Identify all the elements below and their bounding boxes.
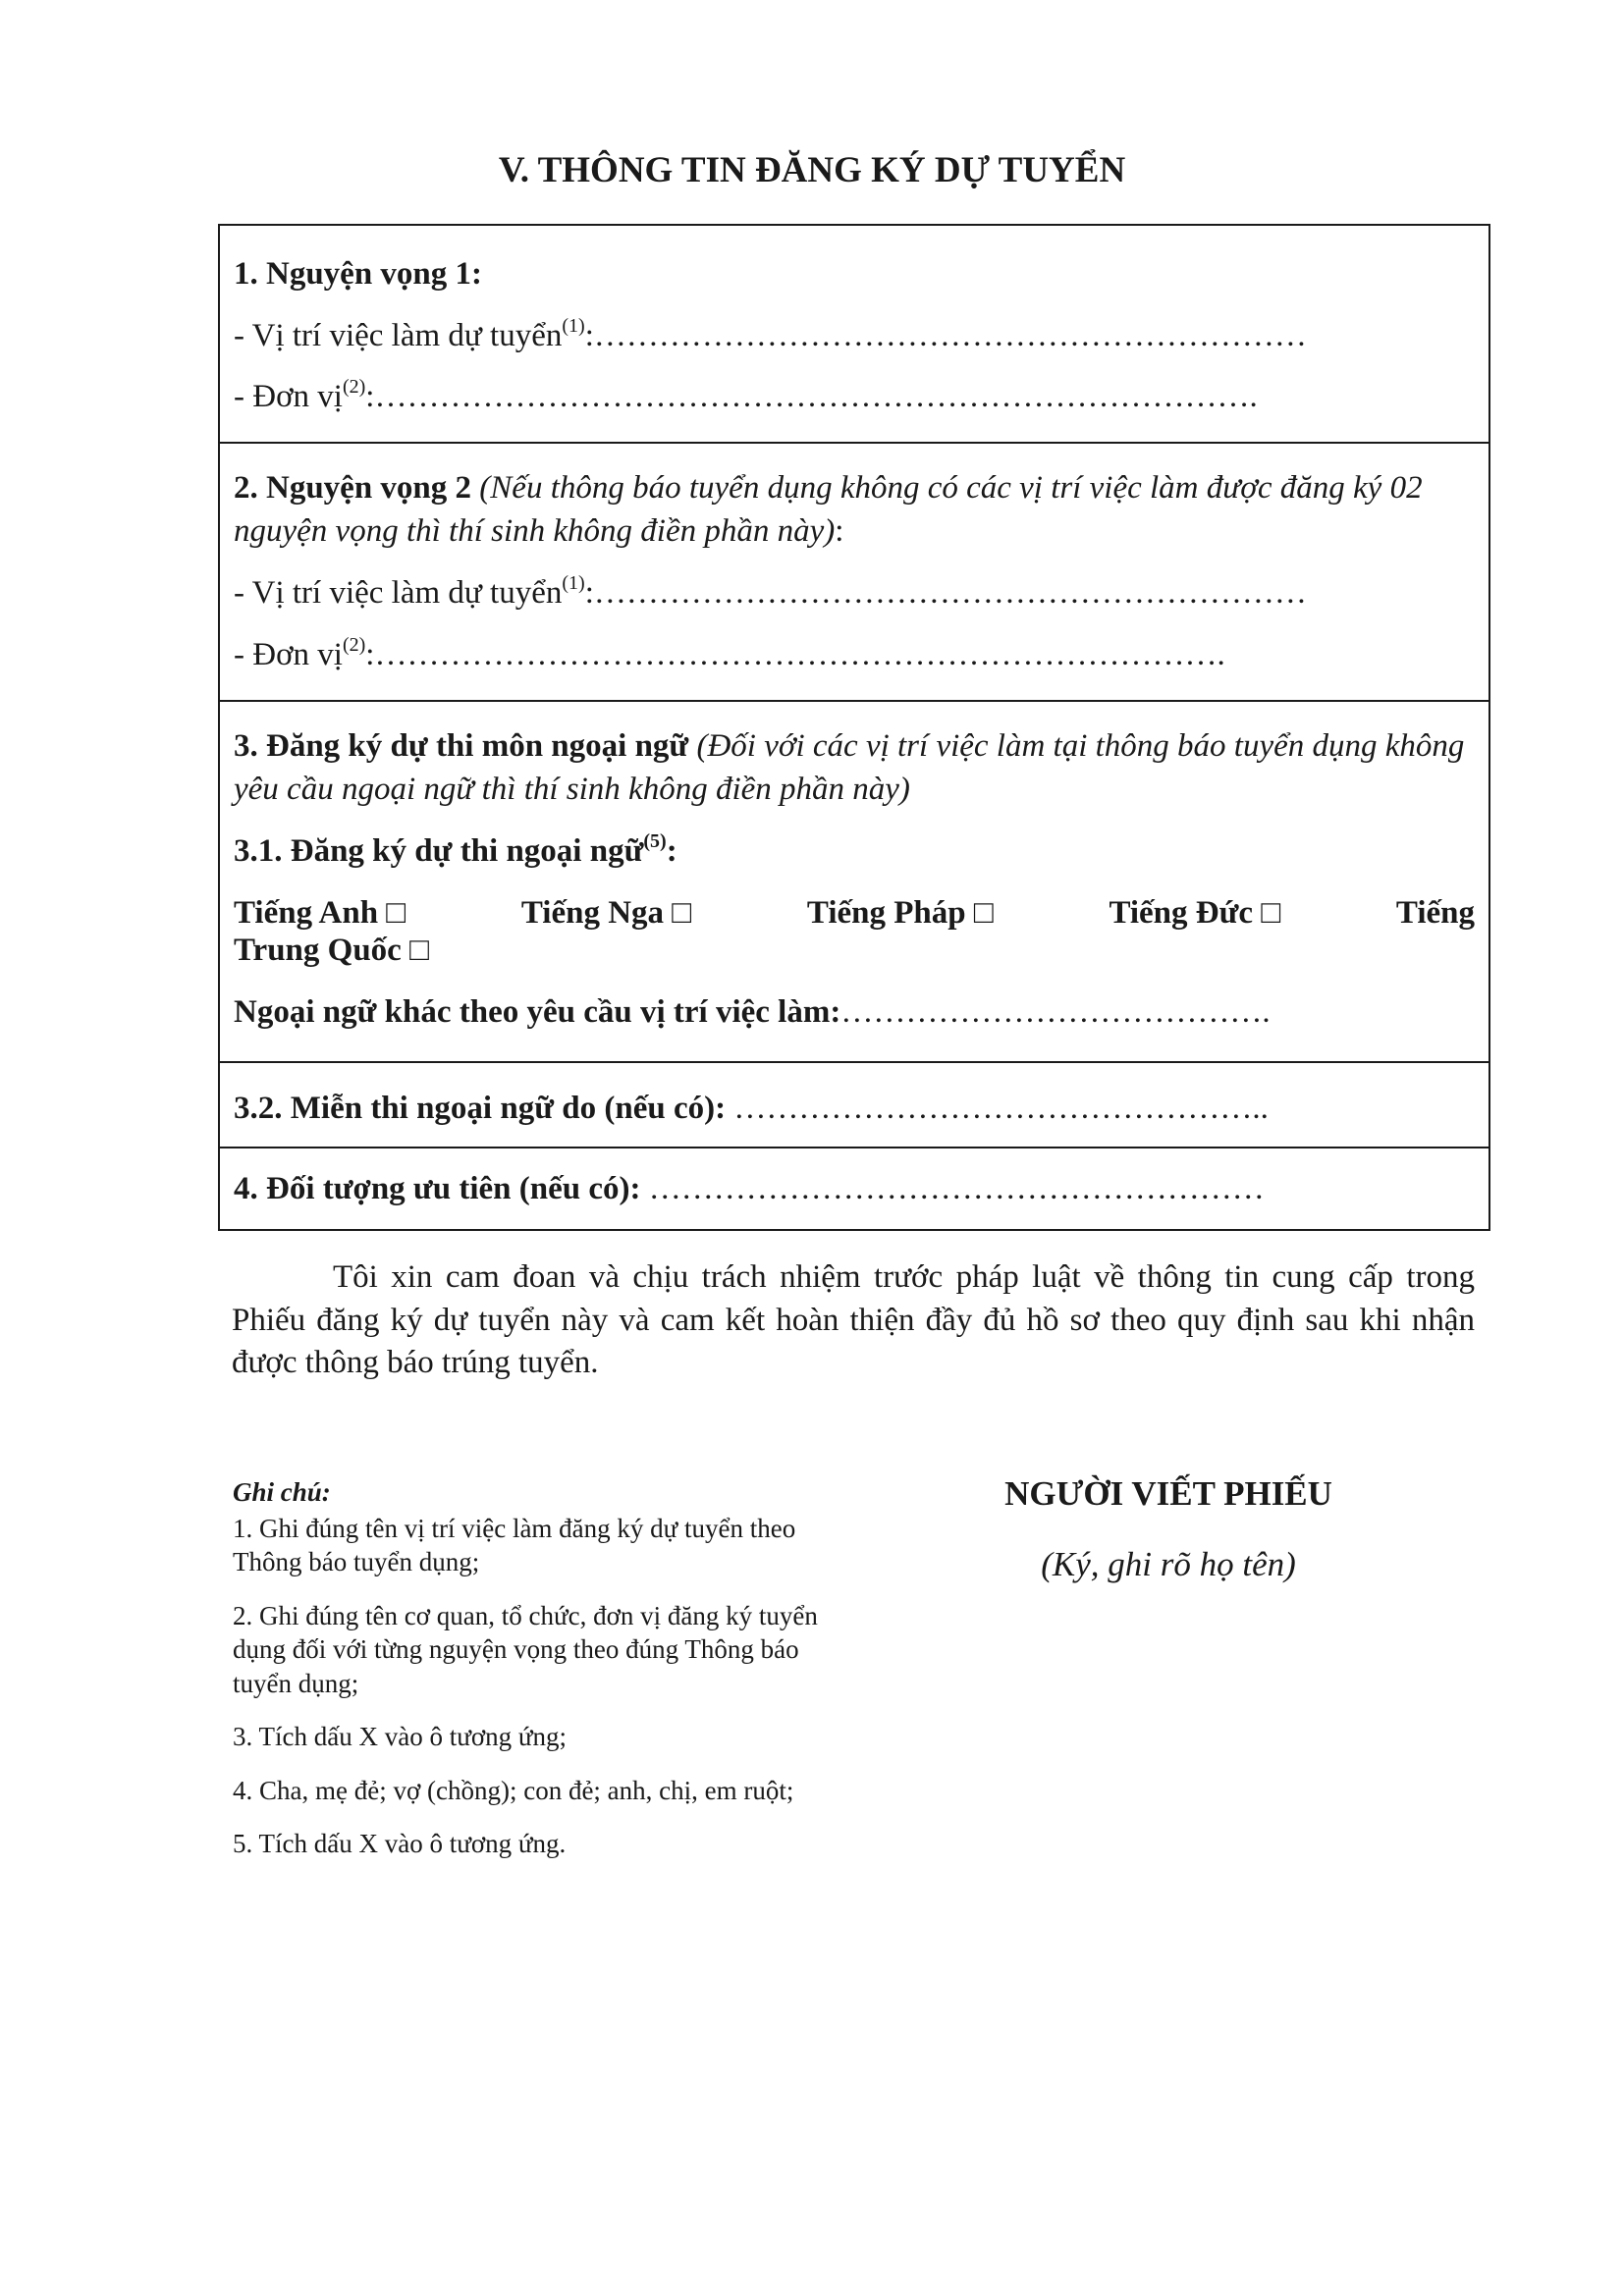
section-priority [220, 1148, 1489, 1229]
language-options [234, 895, 1475, 932]
note-item: 3. Tích dấu X vào ô tương ứng; [233, 1722, 568, 1752]
nv2-heading: 2. Nguyện vọng 2 (Nếu thông báo tuyển dụng không có các vị trí việc làm được đăng ký 02 nguyện vọng thì thí sinh không điền phần này): [234, 470, 1423, 549]
nv2-unit-field[interactable]: - Đơn vị$^{(2)}$:……………………………………………………………………. [234, 633, 1225, 672]
nv1-position-field[interactable]: - Vị trí việc làm dự tuyển$^{(1)}$:………………………………………………………… [234, 314, 1307, 353]
declaration-text: Tôi xin cam đoan và chịu trách nhiệm trước pháp luật về thông tin cung cấp trong Phiếu đăng ký dự tuyển này và cam kết hoàn thiện đầy đủ hồ sơ theo quy định sau khi nhận được thông báo trúng tuyển. [232, 1259, 1475, 1381]
section-foreign-language [220, 702, 1489, 1063]
lang-heading: 3. Đăng ký dự thi môn ngoại ngữ (Đối với các vị trí việc làm tại thông báo tuyển dụng không yêu cầu ngoại ngữ thì thí sinh không điền phần này) [234, 728, 1465, 807]
notes-block [233, 1475, 841, 1881]
note-item: 5. Tích dấu X vào ô tương ứng. [233, 1829, 567, 1859]
nv1-unit-field[interactable]: - Đơn vị$^{(2)}$:………………………………………………………………………. [234, 376, 1258, 415]
other-language-field[interactable]: Ngoại ngữ khác theo yêu cầu vị trí việc làm:…………………………………. [234, 994, 1271, 1031]
page-title: V. THÔNG TIN ĐĂNG KÝ DỰ TUYỂN [498, 150, 1126, 190]
notes-heading: Ghi chú: [233, 1477, 331, 1507]
registration-form [218, 224, 1490, 1231]
section-nguyen-vong-2 [220, 444, 1489, 702]
signer-subtitle: (Ký, ghi rõ họ tên) [1041, 1545, 1296, 1583]
checkbox-english[interactable]: Tiếng Anh □ [234, 894, 406, 931]
note-item: 1. Ghi đúng tên vị trí việc làm đăng ký dự tuyển theo Thông báo tuyển dụng; [233, 1513, 796, 1577]
priority-field[interactable]: 4. Đối tượng ưu tiên (nếu có): ………………………………………………… [234, 1171, 1265, 1206]
nv1-heading: 1. Nguyện vọng 1: [234, 256, 483, 292]
signer-title: NGƯỜI VIẾT PHIẾU [1004, 1474, 1332, 1513]
checkbox-chinese-wrap[interactable]: Trung Quốc □ [234, 932, 430, 968]
note-item: 2. Ghi đúng tên cơ quan, tổ chức, đơn vị đăng ký tuyển dụng đối với từng nguyện vọng theo đúng Thông báo tuyển dụng; [233, 1600, 818, 1698]
nv2-position-field[interactable]: - Vị trí việc làm dự tuyển$^{(1)}$:………………………………………………………… [234, 572, 1307, 612]
section-nguyen-vong-1 [220, 226, 1489, 444]
exempt-field[interactable]: 3.2. Miễn thi ngoại ngữ do (nếu có): ………………………………………….. [234, 1091, 1269, 1126]
checkbox-french[interactable]: Tiếng Pháp □ [806, 894, 994, 931]
checkbox-chinese[interactable]: Tiếng [1395, 894, 1475, 931]
checkbox-russian[interactable]: Tiếng Nga □ [520, 894, 692, 931]
section-language-exempt [220, 1063, 1489, 1148]
checkbox-german[interactable]: Tiếng Đức □ [1109, 894, 1281, 931]
note-item: 4. Cha, mẹ đẻ; vợ (chồng); con đẻ; anh, chị, em ruột; [233, 1775, 794, 1805]
lang-sub-heading: 3.1. Đăng ký dự thi ngoại ngữ$^{(5)}$: [234, 830, 677, 870]
